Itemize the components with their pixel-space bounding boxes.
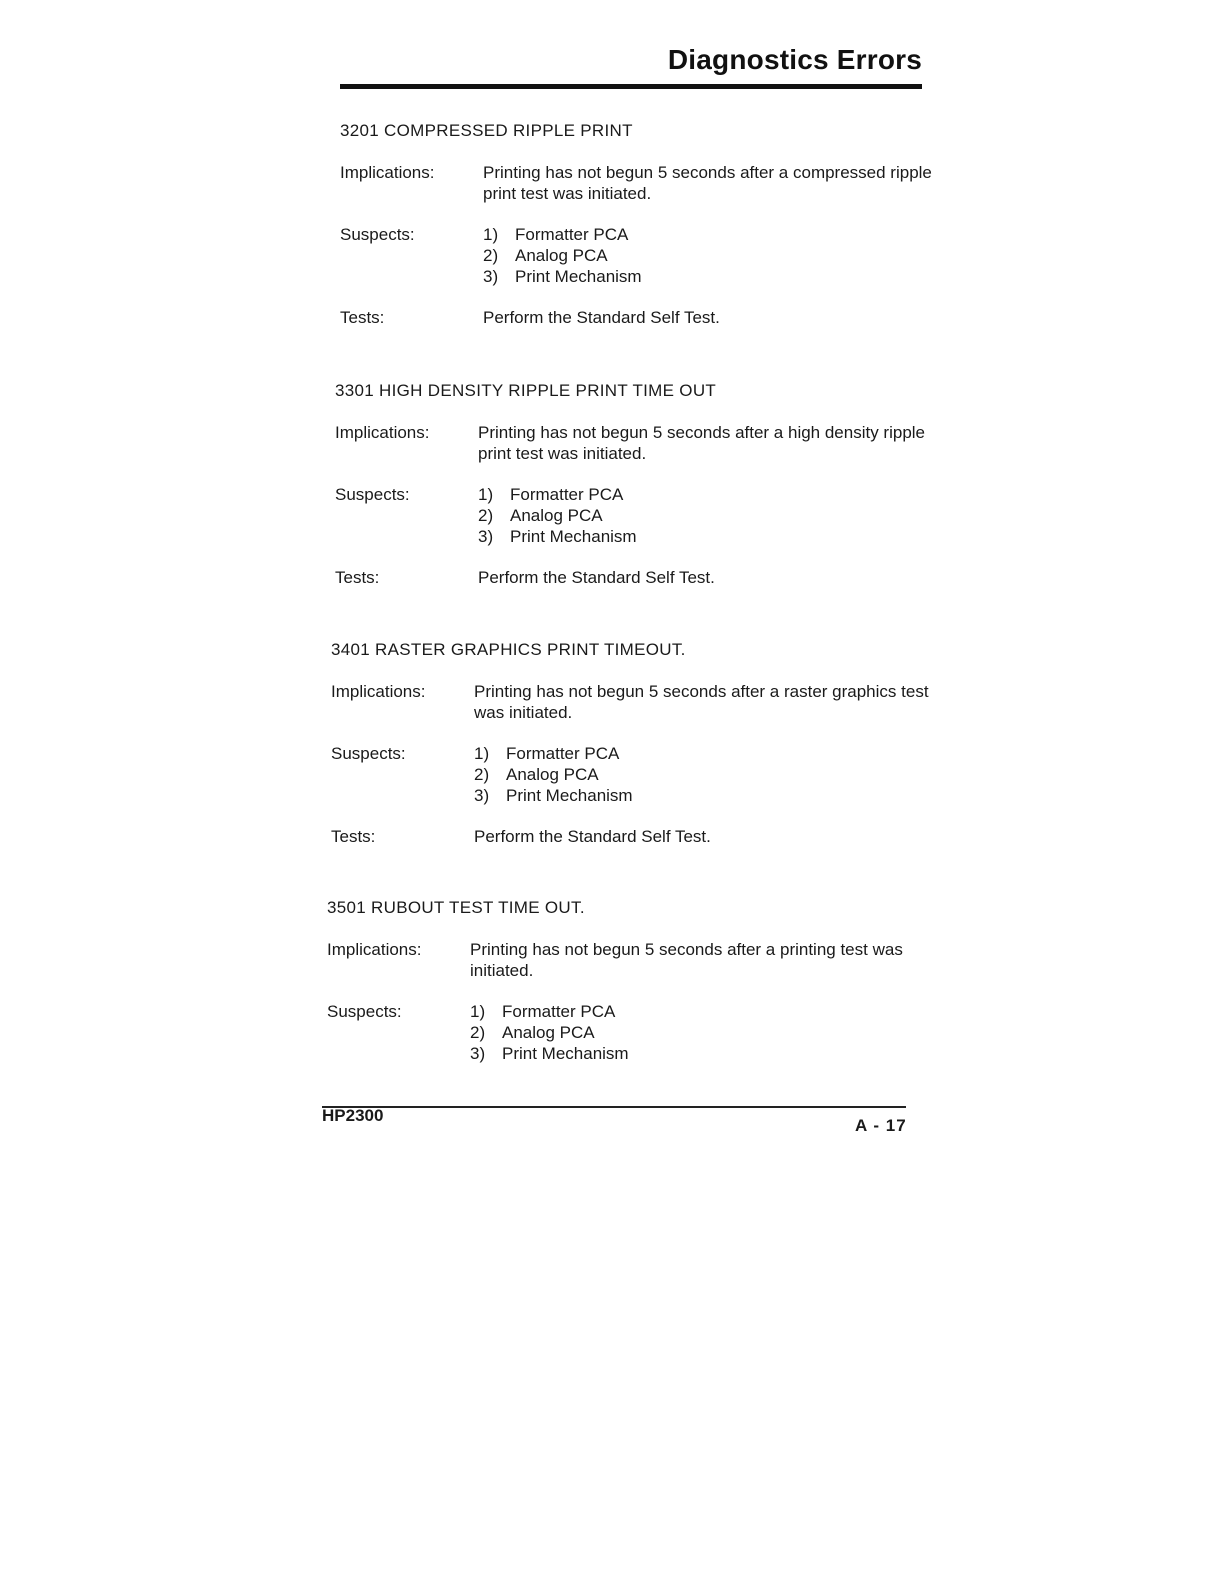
- suspect-text: Formatter PCA: [502, 1002, 616, 1021]
- implications-label: Implications:: [327, 940, 422, 959]
- implications-label: Implications:: [331, 682, 426, 701]
- tests-text: Perform the Standard Self Test.: [478, 568, 715, 587]
- implications-row: [340, 162, 940, 204]
- implications-row: [335, 422, 935, 464]
- implications-label: Implications:: [335, 423, 430, 442]
- error-section-3401: [331, 639, 931, 847]
- suspect-item: [470, 1043, 927, 1064]
- section-heading: 3501 RUBOUT TEST TIME OUT.: [327, 898, 585, 917]
- error-section-3501: [327, 897, 927, 1084]
- suspect-text: Analog PCA: [502, 1023, 595, 1042]
- suspect-number: 1): [470, 1002, 486, 1021]
- suspect-item: [474, 764, 931, 785]
- suspects-row: [340, 224, 940, 287]
- implications-text: Printing has not begun 5 seconds after a printing test was initiated.: [470, 940, 903, 980]
- suspect-item: [483, 224, 940, 245]
- suspect-item: [470, 1022, 927, 1043]
- suspect-text: Print Mechanism: [506, 786, 633, 805]
- suspect-item: [483, 245, 940, 266]
- suspect-number: 2): [470, 1023, 486, 1042]
- implications-text: Printing has not begun 5 seconds after a high density ripple print test was initiated.: [478, 423, 926, 463]
- suspect-number: 2): [474, 765, 490, 784]
- title-rule: [340, 84, 922, 89]
- suspect-item: [474, 743, 931, 764]
- suspect-text: Analog PCA: [506, 765, 599, 784]
- implications-label: Implications:: [340, 163, 435, 182]
- page-title: Diagnostics Errors: [667, 44, 922, 75]
- suspect-number: 3): [470, 1044, 486, 1063]
- suspect-text: Print Mechanism: [515, 267, 642, 286]
- suspect-text: Formatter PCA: [515, 225, 629, 244]
- suspect-number: 3): [478, 527, 494, 546]
- tests-text: Perform the Standard Self Test.: [483, 308, 720, 327]
- suspects-label: Suspects:: [327, 1002, 402, 1021]
- tests-row: [331, 826, 931, 847]
- suspect-text: Analog PCA: [510, 506, 603, 525]
- suspects-row: [335, 484, 935, 547]
- section-heading: 3201 COMPRESSED RIPPLE PRINT: [340, 121, 633, 140]
- suspect-text: Formatter PCA: [510, 485, 624, 504]
- suspects-row: [331, 743, 931, 806]
- implications-text: Printing has not begun 5 seconds after a raster graphics test was initiated.: [474, 682, 929, 722]
- suspect-text: Formatter PCA: [506, 744, 620, 763]
- suspects-row: [327, 1001, 927, 1064]
- suspect-number: 3): [483, 267, 499, 286]
- suspects-label: Suspects:: [331, 744, 406, 763]
- page-number: A - 17: [855, 1116, 907, 1135]
- suspects-list: [470, 1001, 927, 1064]
- suspect-number: 2): [478, 506, 494, 525]
- tests-row: [340, 307, 940, 328]
- implications-row: [331, 681, 931, 723]
- suspect-text: Print Mechanism: [510, 527, 637, 546]
- suspects-label: Suspects:: [335, 485, 410, 504]
- section-heading: 3301 HIGH DENSITY RIPPLE PRINT TIME OUT: [335, 381, 717, 400]
- suspect-text: Analog PCA: [515, 246, 608, 265]
- suspect-number: 1): [483, 225, 499, 244]
- tests-label: Tests:: [335, 568, 380, 587]
- tests-label: Tests:: [331, 827, 376, 846]
- section-heading: 3401 RASTER GRAPHICS PRINT TIMEOUT.: [331, 640, 686, 659]
- suspect-number: 3): [474, 786, 490, 805]
- suspect-item: [483, 266, 940, 287]
- suspect-number: 2): [483, 246, 499, 265]
- suspect-text: Print Mechanism: [502, 1044, 629, 1063]
- tests-label: Tests:: [340, 308, 385, 327]
- footer-model: HP2300: [322, 1106, 384, 1125]
- implications-text: Printing has not begun 5 seconds after a compressed ripple print test was initiated.: [483, 163, 932, 203]
- footer-rule: [322, 1106, 906, 1108]
- suspect-item: [478, 505, 935, 526]
- tests-row: [335, 567, 935, 588]
- suspects-list: [474, 743, 931, 806]
- error-section-3301: [335, 380, 935, 588]
- error-section-3201: [340, 120, 940, 328]
- suspect-item: [478, 526, 935, 547]
- tests-text: Perform the Standard Self Test.: [474, 827, 711, 846]
- suspect-number: 1): [474, 744, 490, 763]
- suspect-item: [474, 785, 931, 806]
- suspects-list: [483, 224, 940, 287]
- suspects-label: Suspects:: [340, 225, 415, 244]
- suspect-item: [470, 1001, 927, 1022]
- suspect-number: 1): [478, 485, 494, 504]
- suspect-item: [478, 484, 935, 505]
- suspects-list: [478, 484, 935, 547]
- implications-row: [327, 939, 927, 981]
